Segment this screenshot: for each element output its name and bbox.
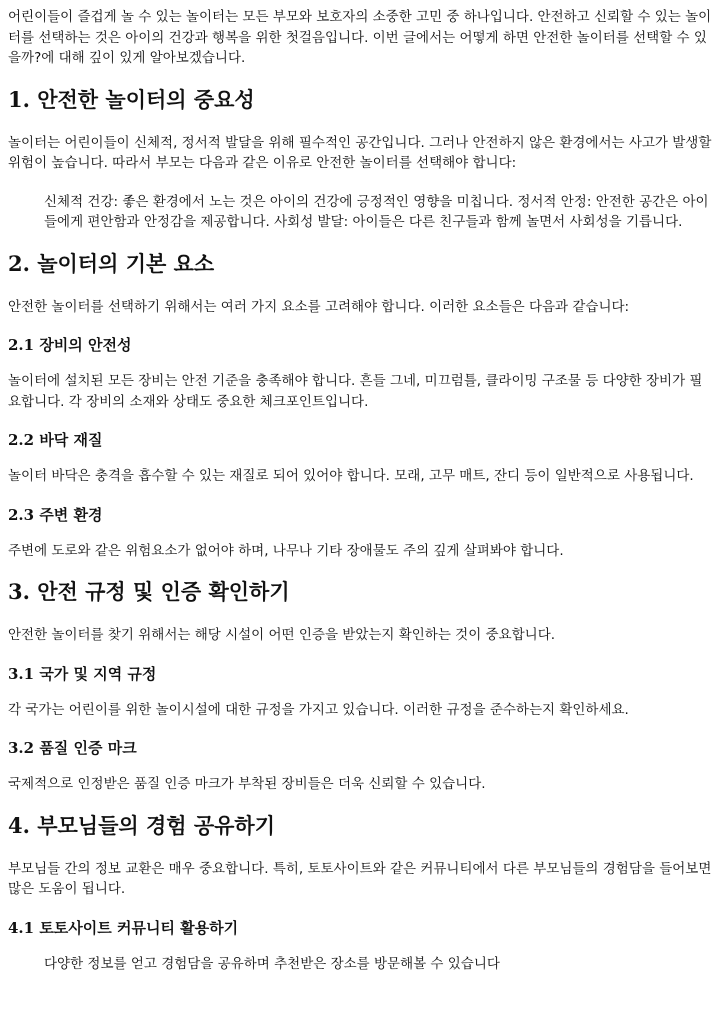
- section-4-1-quote: 다양한 정보를 얻고 경험담을 공유하며 추천받은 장소를 방문해볼 수 있습니다: [44, 955, 500, 972]
- section-2-paragraph: 안전한 놀이터를 선택하기 위해서는 여러 가지 요소를 고려해야 합니다. 이러한 요소들은 다음과 같습니다:: [8, 298, 630, 315]
- section-3-1-heading: 3.1 국가 및 지역 규정: [8, 664, 157, 683]
- section-4-1-heading: 4.1 토토사이트 커뮤니티 활용하기: [8, 918, 239, 937]
- section-2-heading: 2. 놀이터의 기본 요소: [8, 250, 215, 276]
- section-2-2-heading: 2.2 바닥 재질: [8, 431, 103, 449]
- section-3-heading: 3. 안전 규정 및 인증 확인하기: [8, 579, 290, 604]
- section-2-1-paragraph: 놀이터에 설치된 모든 장비는 안전 기준을 충족해야 합니다. 흔들 그네, 미끄럼틀, 클라이밍 구조물 등 다양한 장비가 필요합니다. 각 장비의 소재와 상태도 중요한 체크포인트입니다.: [8, 373, 703, 410]
- section-1-paragraph: 놀이터는 어린이들이 신체적, 정서적 발달을 위해 필수적인 공간입니다. 그러나 안전하지 않은 환경에서는 사고가 발생할 위험이 높습니다. 따라서 부모는 다음과 같은 이유로 안전한 놀이터를 선택해야 합니다:: [8, 134, 712, 171]
- section-3-2-paragraph: 국제적으로 인정받은 품질 인증 마크가 부착된 장비들은 더욱 신뢰할 수 있습니다.: [8, 776, 486, 792]
- section-2-3-paragraph: 주변에 도로와 같은 위험요소가 없어야 하며, 나무나 기타 장애물도 주의 깊게 살펴봐야 합니다.: [8, 542, 564, 559]
- section-3-2-heading: 3.2 품질 인증 마크: [8, 739, 137, 757]
- section-2-1-heading: 2.1 장비의 안전성: [8, 336, 132, 354]
- section-1-quote: 신체적 건강: 좋은 환경에서 노는 것은 아이의 건강에 긍정적인 영향을 미칩니다. 정서적 안정: 안전한 공간은 아이들에게 편안함과 안정감을 제공합니다. 사회성 발달: 아이들은 다른 친구들과 함께 놀면서 사회성을 기릅니다.: [44, 193, 709, 230]
- article: [8, 7, 712, 974]
- section-3-paragraph: 안전한 놀이터를 찾기 위해서는 해당 시설이 어떤 인증을 받았는지 확인하는 것이 중요합니다.: [8, 627, 556, 643]
- section-1-heading: 1. 안전한 놀이터의 중요성: [8, 86, 255, 112]
- section-2-3-heading: 2.3 주변 환경: [8, 505, 103, 524]
- section-3-1-paragraph: 각 국가는 어린이를 위한 놀이시설에 대한 규정을 가지고 있습니다. 이러한 규정을 준수하는지 확인하세요.: [8, 701, 629, 718]
- section-4-heading: 4. 부모님들의 경험 공유하기: [8, 812, 276, 838]
- section-2-2-paragraph: 놀이터 바닥은 충격을 흡수할 수 있는 재질로 되어 있어야 합니다. 모래, 고무 매트, 잔디 등이 일반적으로 사용됩니다.: [8, 468, 694, 484]
- section-4-paragraph: 부모님들 간의 정보 교환은 매우 중요합니다. 특히, 토토사이트와 같은 커뮤니티에서 다른 부모님들의 경험담을 들어보면 많은 도움이 됩니다.: [8, 860, 712, 897]
- intro-paragraph: 어린이들이 즐겁게 놀 수 있는 놀이터는 모든 부모와 보호자의 소중한 고민 중 하나입니다. 안전하고 신뢰할 수 있는 놀이터를 선택하는 것은 아이의 건강과 행복을 위한 첫걸음입니다. 이번 글에서는 어떻게 하면 안전한 놀이터를 선택할 수 있을까?에 대해 깊이 있게 알아보겠습니다.: [8, 9, 712, 66]
